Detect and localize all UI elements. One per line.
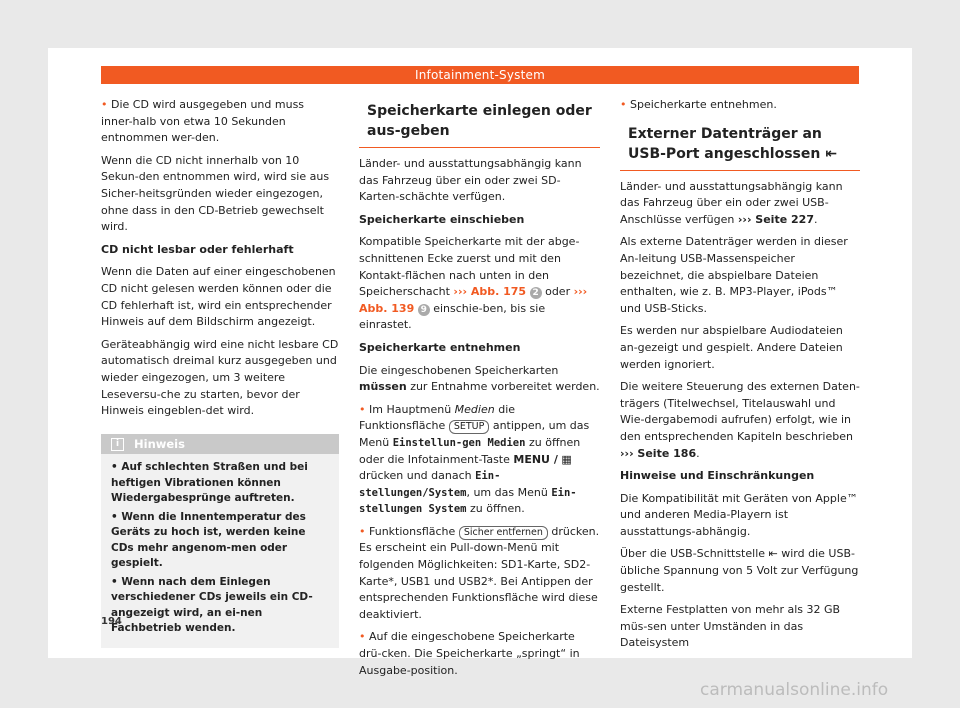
list-item: • Speicherkarte entnehmen. — [620, 98, 777, 111]
safe-remove-key: Sicher entfernen — [459, 526, 548, 540]
paragraph: Externe Festplatten von mehr als 32 GB müs-sen unter Umständen in das Dateisystem — [620, 603, 841, 650]
subheading: Speicherkarte entnehmen — [359, 340, 521, 354]
info-icon: i — [111, 438, 124, 451]
paragraph: Über die USB-Schnittstelle ⇤ wird die USB-übliche Spannung von 5 Volt zur Verfügung gestellt. — [620, 547, 859, 594]
list-item: • Auf die eingeschobene Speicherkarte drü-cken. Die Speicherkarte „springt“ in Ausgabe-position. — [359, 630, 580, 677]
paragraph: Es werden nur abspielbare Audiodateien an-gezeigt und gespielt. Andere Dateien werden ignoriert. — [620, 324, 843, 371]
paragraph: Die eingeschobenen Speicherkarten müssen zur Entnahme vorbereitet werden. — [359, 363, 600, 394]
note-item: • Auf schlechten Straßen und bei heftigen Vibrationen können Wiedergabesprünge auftreten. — [111, 460, 329, 507]
bullet-icon: • — [359, 402, 366, 416]
subheading: Hinweise und Einschränkungen — [620, 469, 815, 483]
chapter-header: Infotainment-System — [101, 66, 859, 84]
section-heading: Speicherkarte einlegen oder aus-geben — [359, 97, 600, 148]
callout-number: 9 — [418, 304, 430, 316]
paragraph: Die weitere Steuerung des externen Daten-trägers (Titelwechsel, Titelauswahl und Wie-dergabemodi aufrufen) erfolgt, wie in den entsprechenden Kapiteln beschrieben ››› Seite 186. — [620, 380, 860, 460]
subheading: Speicherkarte einschieben — [359, 212, 525, 226]
bullet-icon: • — [359, 630, 366, 644]
list-item: • Funktionsfläche Sicher entfernen drücken. Es erscheint ein Pull-down-Menü mit folgenden Möglichkeiten: SD1-Karte, SD2-Karte*, USB1 und USB2*. Bei Antippen der entsprechenden Funktionsfläche wird diese deaktiviert. — [359, 524, 600, 621]
subheading: CD nicht lesbar oder fehlerhaft — [101, 242, 294, 256]
usb-icon: ⇤ — [768, 547, 778, 561]
column-middle — [359, 97, 600, 685]
paragraph: Wenn die CD nicht innerhalb von 10 Sekun-den entnommen wird, wird sie aus Sicher-heitsgründen wieder eingezogen, ohne dass in den CD-Betrieb gewechselt wird. — [101, 153, 330, 234]
setup-key: SETUP — [449, 420, 490, 434]
paragraph: Kompatible Speicherkarte mit der abge-schnittenen Ecke zuerst und mit den Kontakt-flächen nach unten in den Speicherschacht ››› Abb. 175 2 oder ››› Abb. 139 9 einschie-ben, bis sie einrastet. — [359, 235, 588, 332]
column-left — [101, 97, 339, 648]
note-box — [101, 434, 339, 648]
paragraph: Wenn die Daten auf einer eingeschobenen CD nicht gelesen werden können oder die CD fehlerhaft ist, wird ein entsprechender Hinweis auf dem Bildschirm angezeigt. — [101, 265, 336, 329]
page-link[interactable]: ››› Seite 227 — [737, 212, 814, 226]
paragraph: Die Kompatibilität mit Geräten von Apple™ und anderen Media-Playern ist ausstattungs-abhängig. — [620, 491, 858, 538]
paragraph: • Die CD wird ausgegeben und muss inner-halb von etwa 10 Sekunden entnommen wer-den. — [101, 98, 305, 145]
watermark: carmanualsonline.info — [700, 680, 889, 700]
note-list — [101, 454, 339, 637]
grid-icon: ▦ — [561, 452, 572, 466]
bullet-icon: • — [101, 98, 108, 111]
page-number: 194 — [101, 616, 122, 627]
callout-number: 2 — [530, 287, 542, 299]
usb-icon: ⇤ — [825, 145, 837, 162]
paragraph: Länder- und ausstattungsabhängig kann das Fahrzeug über ein oder zwei SD-Karten-schächte verfügen. — [359, 157, 582, 204]
bullet-icon: • — [359, 524, 366, 538]
menu-key: MENU / — [513, 452, 558, 466]
note-item: • Wenn die Innentemperatur des Geräts zu hoch ist, werden keine CDs mehr angenom-men oder gespielt. — [111, 510, 329, 572]
bullet-icon: • — [620, 98, 627, 111]
figure-link[interactable]: ››› Abb. 139 — [359, 285, 588, 315]
paragraph: Länder- und ausstattungsabhängig kann das Fahrzeug über ein oder zwei USB-Anschlüsse verfügen ››› Seite 227. — [620, 179, 843, 226]
list-item: • Im Hauptmenü Medien die Funktionsfläche SETUP antippen, um das Menü Einstellun-gen Medien zu öffnen oder die Infotainment-Taste MENU / ▦ drücken und danach Ein-stellungen/System, um das Menü Ein-stellungen System zu öffnen. — [359, 402, 590, 516]
paragraph: Geräteabhängig wird eine nicht lesbare CD automatisch dreimal kurz ausgegeben und wieder eingezogen, um 3 weitere Leseversu-che zu starten, bevor der Hinweis eingeblen-det wird. — [101, 337, 339, 418]
section-heading: Externer Datenträger an USB-Port angeschlossen ⇤ — [620, 120, 860, 171]
figure-link[interactable]: ››› Abb. 175 — [453, 285, 527, 299]
page-link[interactable]: ››› Seite 186 — [620, 446, 697, 460]
note-header: i Hinweis — [101, 434, 339, 455]
note-item: • Wenn nach dem Einlegen verschiedener CDs jeweils ein CD- angezeigt wird, an ei-nen Fachbetrieb wenden. — [111, 575, 329, 637]
paragraph: Als externe Datenträger werden in dieser An-leitung USB-Massenspeicher bezeichnet, die abspielbare Dateien enthalten, wie z. B. MP3-Player, iPods™ und USB-Sticks. — [620, 235, 848, 315]
column-right — [620, 97, 860, 658]
